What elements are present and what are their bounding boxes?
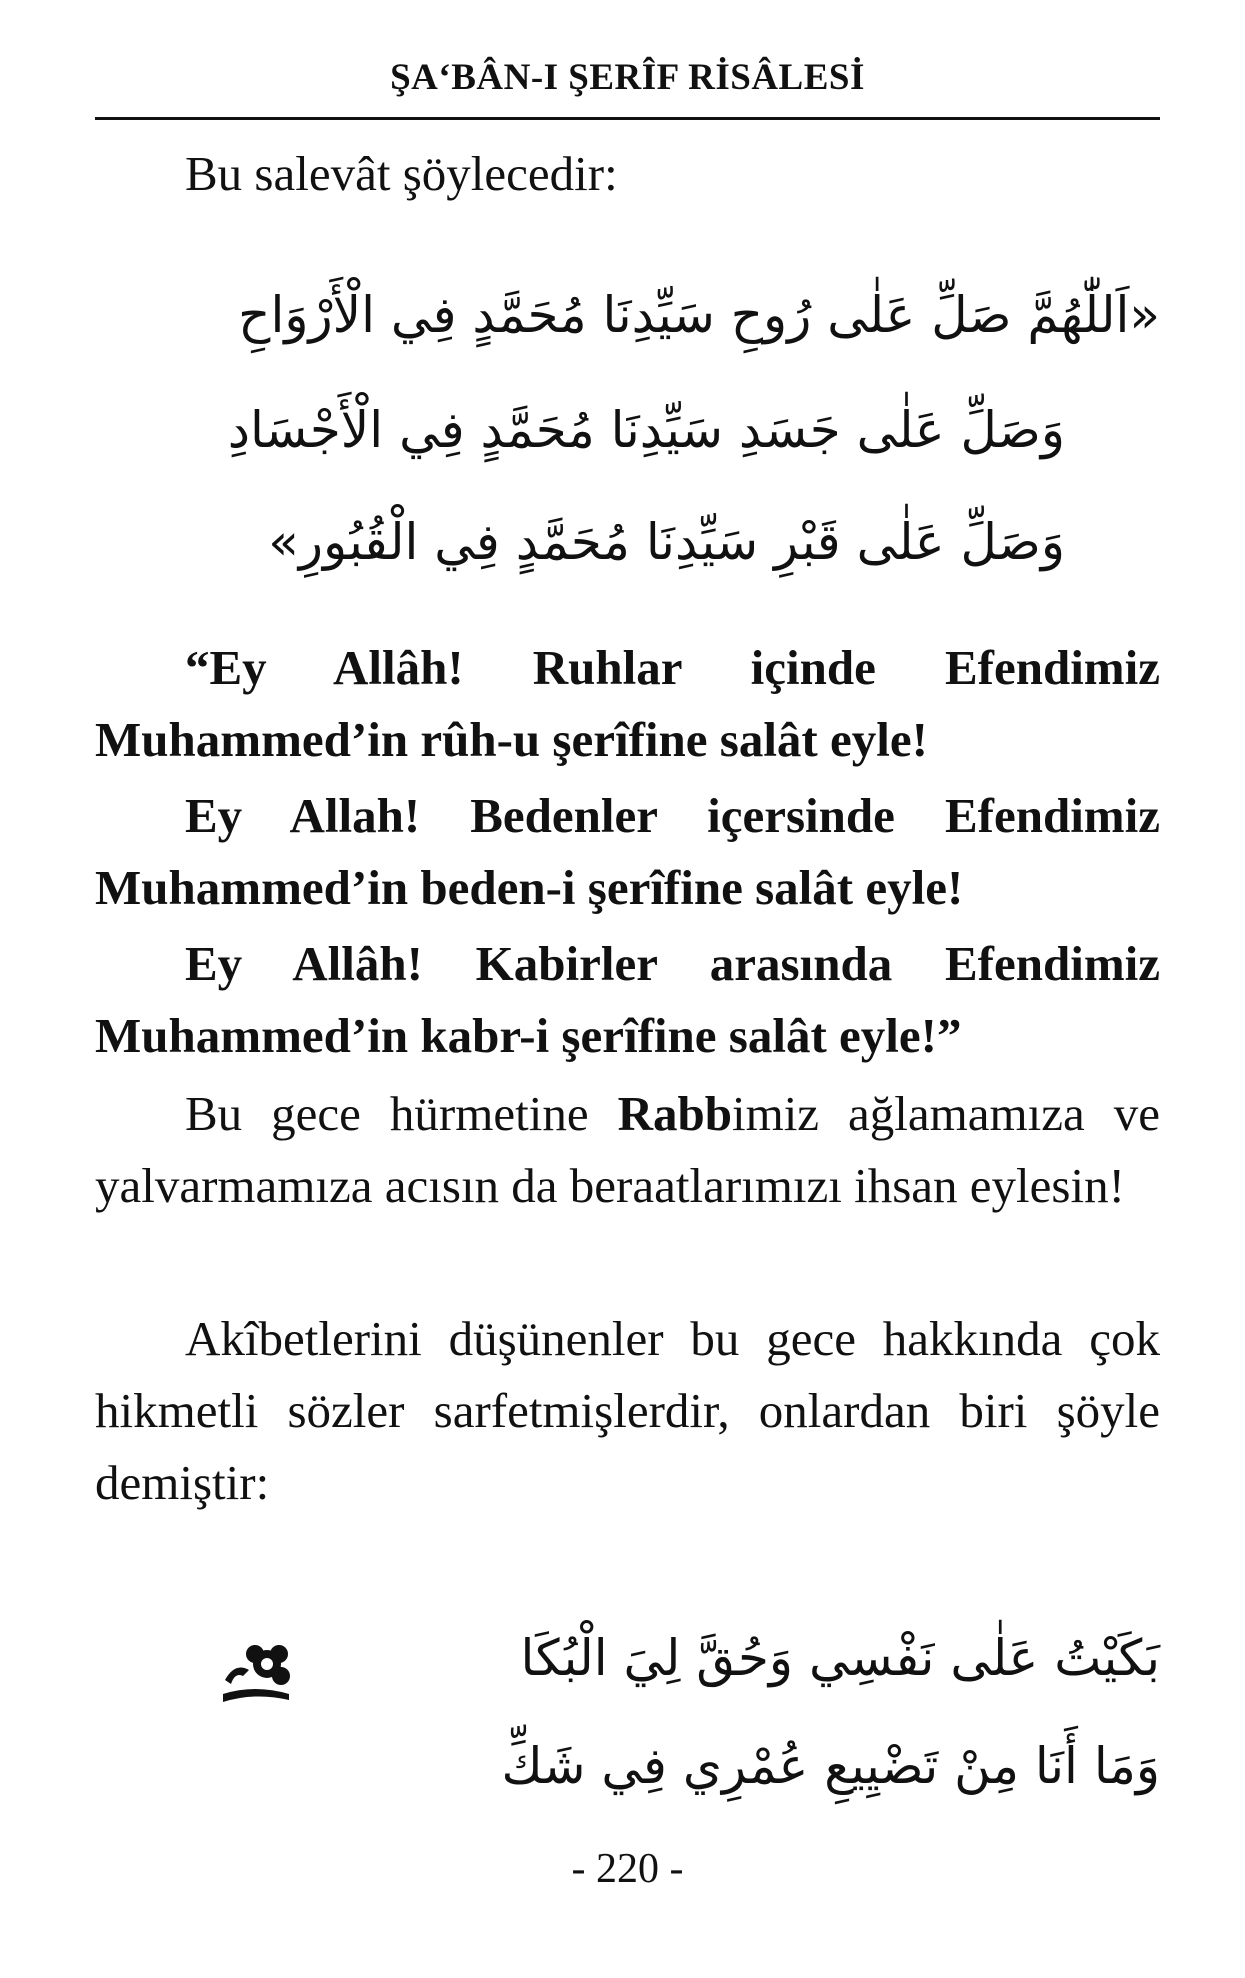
translation-paragraph-2: Ey Allah! Bedenler içersinde Efendimiz Muhammed’in beden-i şerîfine salât eyle! [95,788,1160,915]
translation-paragraph-1: “Ey Allâh! Ruhlar içinde Efendimiz Muhammed’in rûh-u şerîfine salât eyle! [95,640,1160,767]
header-rule [95,117,1160,120]
page-number: - 220 - [571,1846,684,1892]
translation-paragraph-3: Ey Allâh! Kabirler arasında Efendimiz Muhammed’in kabr-i şerîfine salât eyle!” [95,936,1160,1063]
prayer-paragraph [95,1078,1160,1222]
prayer-text-before: Bu gece hürmetine [185,1086,618,1141]
running-head: ŞA‘BÂN-I ŞERÎF RİSÂLESİ [390,57,865,98]
arabic-poem-line-2: وَمَا أَنَا مِنْ تَضْيِيعِ عُمْرِي فِي شَكِّ [501,1737,1160,1795]
prayer-text-after: imiz ağlamamıza ve yalvarmamıza acısın da beraatlarımızı ihsan eylesin! [95,1086,1160,1213]
arabic-salawat-line-1: «اَللّٰهُمَّ صَلِّ عَلٰى رُوحِ سَيِّدِنَا مُحَمَّدٍ فِي الْأَرْوَاحِ [238,286,1160,344]
book-page [95,0,1160,1978]
prayer-text-bold: Rabb [617,1086,732,1141]
wise-words-paragraph: Akîbetlerini düşünenler bu gece hakkında çok hikmetli sözler sarfetmişlerdir, onlardan biri şöyle demiştir: [95,1311,1160,1510]
arabic-poem-line-1: بَكَيْتُ عَلٰى نَفْسِي وَحُقَّ لِيَ الْبُكَا [520,1629,1160,1687]
flower-ornament-icon [215,1640,295,1710]
arabic-salawat-line-2: وَصَلِّ عَلٰى جَسَدِ سَيِّدِنَا مُحَمَّدٍ فِي الْأَجْسَادِ [227,401,1065,459]
intro-line: Bu salevât şöylecedir: [185,146,618,201]
arabic-salawat-line-3: وَصَلِّ عَلٰى قَبْرِ سَيِّدِنَا مُحَمَّدٍ فِي الْقُبُورِ» [268,513,1065,571]
